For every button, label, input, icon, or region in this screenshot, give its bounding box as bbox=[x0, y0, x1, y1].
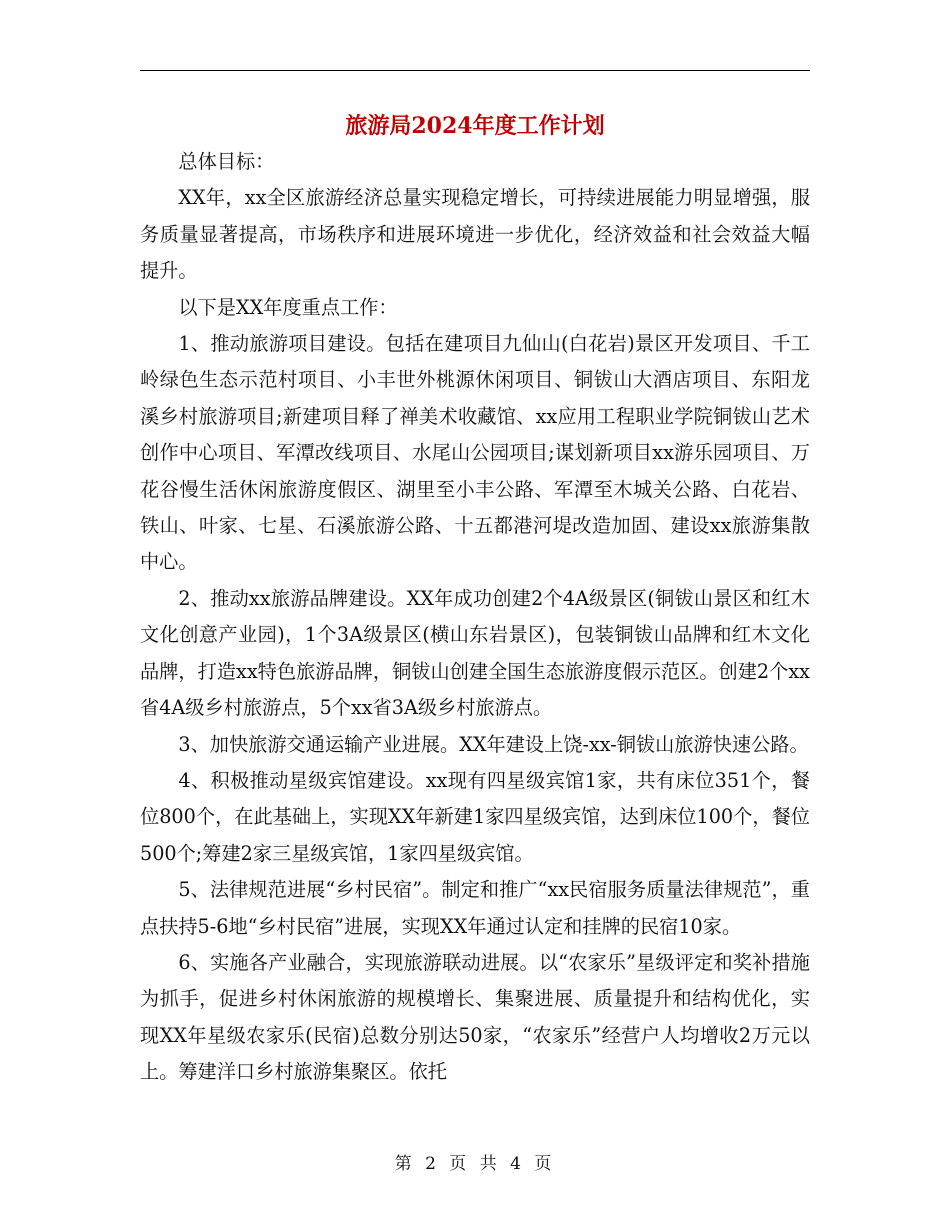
header-rule bbox=[140, 70, 810, 71]
paragraph-item-5: 5、法律规范进展“乡村民宿”。制定和推广“xx民宿服务质量法律规范”，重点扶持5-6地“乡村民宿”进展，实现XX年通过认定和挂牌的民宿10家。 bbox=[140, 878, 810, 938]
page-footer: 第 2 页 共 4 页 bbox=[394, 1154, 556, 1174]
paragraph-item-4: 4、积极推动星级宾馆建设。xx现有四星级宾馆1家，共有床位351个，餐位800个，在此基础上，实现XX年新建1家四星级宾馆，达到床位100个，餐位500个;筹建2家三星级宾馆，1家四星级宾馆。 bbox=[140, 768, 810, 865]
paragraph-key-work-intro: 以下是XX年度重点工作： bbox=[178, 295, 398, 319]
paragraph-goal-heading: 总体目标： bbox=[178, 150, 275, 173]
paragraph-item-6: 6、实施各产业融合，实现旅游联动进展。以“农家乐”星级评定和奖补措施为抓手，促进乡村休闲旅游的规模增长、集聚进展、质量提升和结构优化，实现XX年星级农家乐(民宿)总数分别达50家，“农家乐”经营户人均增收2万元以上。筹建洋口乡村旅游集聚区。依托 bbox=[140, 950, 810, 1084]
paragraph-goal: XX年，xx全区旅游经济总量实现稳定增长，可持续进展能力明显增强，服务质量显著提高，市场秩序和进展环境进一步优化，经济效益和社会效益大幅提升。 bbox=[140, 186, 810, 283]
paragraph-item-3: 3、加快旅游交通运输产业进展。XX年建设上饶-xx-铜钹山旅游快速公路。 bbox=[178, 732, 809, 756]
paragraph-item-1: 1、推动旅游项目建设。包括在建项目九仙山(白花岩)景区开发项目、千工岭绿色生态示范村项目、小丰世外桃源休闲项目、铜钹山大酒店项目、东阳龙溪乡村旅游项目;新建项目释了禅美术收藏馆、xx应用工程职业学院铜钹山艺术创作中心项目、军潭改线项目、水尾山公园项目;谋划新项目xx游乐园项目、万花谷慢生活休闲旅游度假区、湖里至小丰公路、军潭至木城关公路、白花岩、铁山、叶家、七星、石溪旅游公路、十五都港河堤改造加固、建设xx旅游集散中心。 bbox=[140, 332, 810, 574]
document-body bbox=[140, 144, 810, 1091]
paragraph-item-2: 2、推动xx旅游品牌建设。XX年成功创建2个4A级景区(铜钹山景区和红木文化创意产业园)，1个3A级景区(横山东岩景区)，包装铜钹山品牌和红木文化品牌，打造xx特色旅游品牌，铜钹山创建全国生态旅游度假示范区。创建2个xx省4A级乡村旅游点，5个xx省3A级乡村旅游点。 bbox=[140, 586, 810, 720]
document-title: 旅游局2024年度工作计划 bbox=[345, 113, 605, 139]
